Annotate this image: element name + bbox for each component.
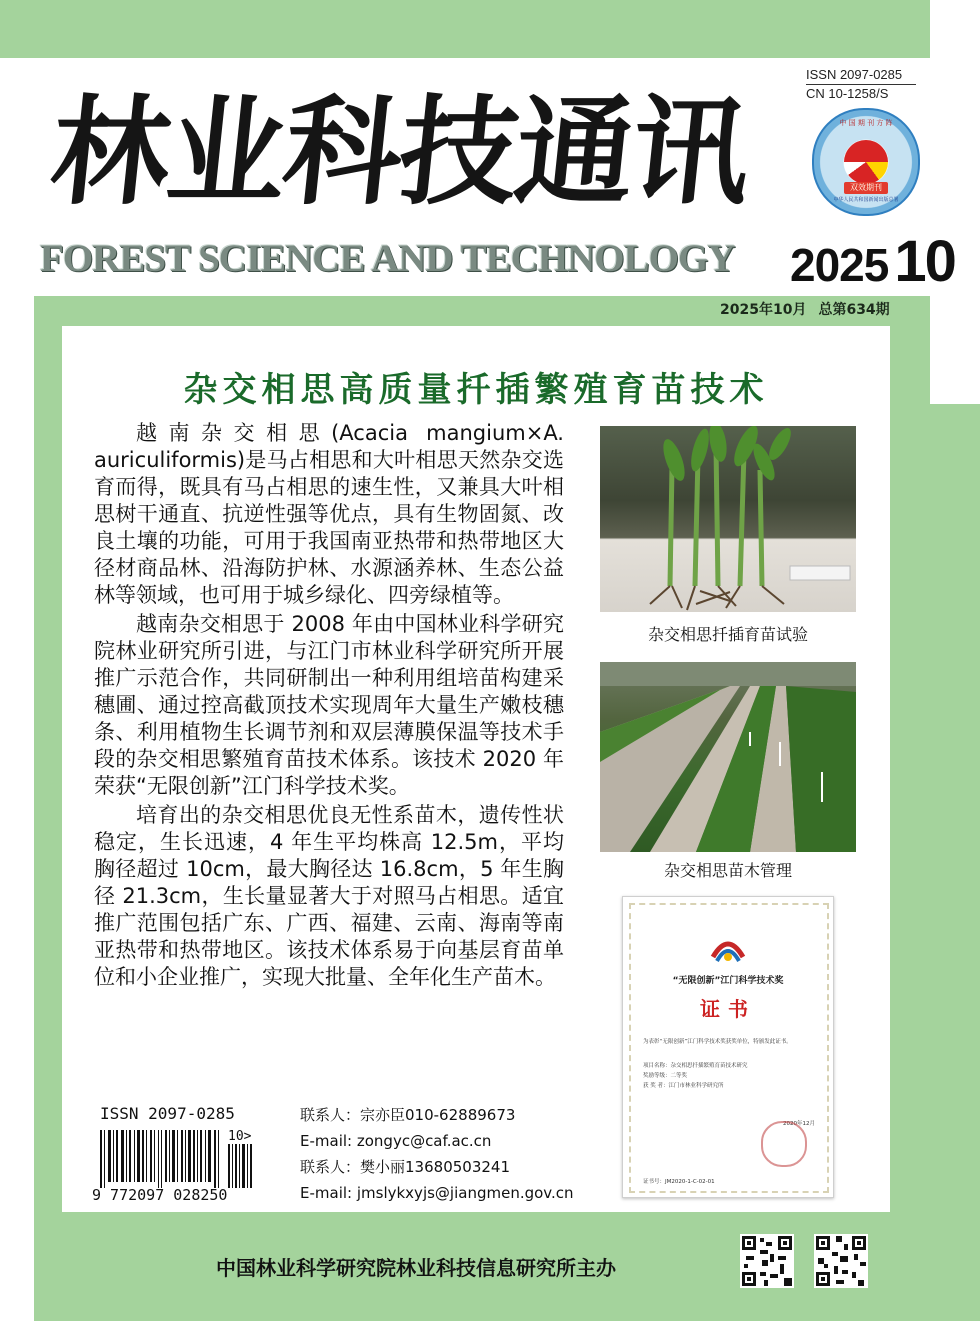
certificate-stamp-icon xyxy=(761,1121,807,1167)
paragraph-1: 越南杂交相思(Acacia mangium×A. auriculiformis)是马占相思和大叶相思天然杂交选育而得，既具有马占相思的速生性，又兼具大叶相思树干通直、抗逆性强等优点，具有生物固氮、改良土壤的功能，可用于我国南亚热带和热带地区大径材商品林、沿海防护林、水源涵养林、生态公益林等领域，也可用于城乡绿化、四旁绿植等。 xyxy=(94,421,564,607)
contact-row xyxy=(300,1128,574,1154)
top-right-strip xyxy=(930,0,980,58)
journal-title-en: FOREST SCIENCE AND TECHNOLOGY xyxy=(40,237,735,280)
issue-year: 2025 xyxy=(790,239,889,291)
certificate-body xyxy=(643,1037,823,1129)
year-issue xyxy=(790,228,955,295)
contact-row xyxy=(300,1102,574,1128)
issue-number: 10 xyxy=(894,229,955,294)
journal-emblem-icon xyxy=(812,108,920,216)
top-green-bar xyxy=(0,0,930,58)
date-line xyxy=(720,299,890,319)
total-issue: 总第634期 xyxy=(818,302,890,318)
contact-row xyxy=(300,1154,574,1180)
article-title: 杂交相思高质量扦插繁殖育苗技术 xyxy=(183,370,769,410)
certificate-date: 2020年12月 xyxy=(783,1121,815,1127)
barcode-block xyxy=(92,1104,288,1204)
contact-label: 联系人： xyxy=(300,1158,361,1176)
contact-email[interactable]: zongyc@caf.ac.cn xyxy=(356,1132,492,1150)
qr-code-icon[interactable] xyxy=(814,1234,868,1288)
contact-value: 樊小丽13680503241 xyxy=(360,1158,510,1176)
journal-title-cn: 林业科技通讯 xyxy=(44,82,756,221)
qr-code-icon[interactable] xyxy=(740,1234,794,1288)
certificate-line-3: 奖励等级：二等奖 xyxy=(643,1073,688,1079)
award-certificate xyxy=(622,896,834,1198)
certificate-title: 证书 xyxy=(700,997,756,1021)
cutting-seedlings-photo xyxy=(600,426,856,612)
emblem-badge: 双效期刊 xyxy=(844,182,888,194)
green-frame-right xyxy=(930,404,980,1321)
contact-label: 联系人： xyxy=(300,1106,361,1124)
issue-date: 2025年10月 xyxy=(720,302,807,318)
certificate-line-4: 获 奖 者：江门市林业科学研究所 xyxy=(643,1083,724,1089)
contact-email[interactable]: jmslykxyjs@jiangmen.gov.cn xyxy=(356,1184,574,1202)
nursery-beds-photo xyxy=(600,662,856,852)
photo2-caption: 杂交相思苗木管理 xyxy=(663,861,792,880)
emblem-bottom-text: 中华人民共和国新闻出版总署 xyxy=(833,197,899,203)
publisher-organizer: 中国林业科学研究院林业科技信息研究所主办 xyxy=(216,1256,616,1280)
certificate-award-name: “无限创新”江门科学技术奖 xyxy=(672,976,784,986)
certificate-number: 证书号：JM2020-1-C-02-01 xyxy=(643,1179,715,1185)
certificate-line-1: 为表彰“无限创新”江门科学技术奖获奖单位，特颁发此证书。 xyxy=(643,1039,792,1045)
photo1-caption: 杂交相思扦插育苗试验 xyxy=(647,625,808,644)
article-body xyxy=(94,420,564,993)
barcode-addon: 10> xyxy=(228,1129,252,1144)
barcode-digits: 9 772097 028250 xyxy=(92,1186,228,1204)
cn-number: CN 10-1258/S xyxy=(806,86,889,101)
paragraph-3: 培育出的杂交相思优良无性系苗木，遗传性状稳定，生长迅速，4 年生平均株高 12.5m，平均胸径超过 10cm，最大胸径达 16.8cm，5 年生胸径 21.3cm，生长量显著大于对照马占相思。适宜推广范围包括广东、广西、福建、云南、海南等南亚热带和热带地区。该技术体系易于向基层育苗单位和小企业推广，实现大批量、全年化生产苗木。 xyxy=(94,803,564,989)
contact-label: E-mail: xyxy=(300,1184,357,1202)
certificate-line-2: 项目名称：杂交相思扦插繁殖育苗技术研究 xyxy=(643,1063,748,1069)
emblem-swirl-icon xyxy=(844,140,888,184)
contact-row xyxy=(300,1180,574,1206)
paragraph-2: 越南杂交相思于 2008 年由中国林业科学研究院林业研究所引进，与江门市林业科学研究所开展推广示范合作，共同研制出一种利用组培苗构建采穗圃、通过控高截顶技术实现周年大量生产嫩枝穗条、利用植物生长调节剂和双层薄膜保温等技术手段的杂交相思繁殖育苗技术体系。该技术 2020 年荣获“无限创新”江门科学技术奖。 xyxy=(94,612,564,798)
contact-label: E-mail: xyxy=(300,1132,357,1150)
barcode-issn: ISSN 2097-0285 xyxy=(100,1104,235,1123)
content-panel xyxy=(62,326,890,1212)
issn-block xyxy=(806,66,916,102)
contact-value: 宗亦臣010-62889673 xyxy=(360,1106,516,1124)
issn-top: ISSN 2097-0285 xyxy=(806,66,916,85)
contacts-block xyxy=(300,1102,574,1206)
emblem-ring-text: 中 国 期 刊 方 阵 xyxy=(839,119,893,127)
award-logo-icon xyxy=(709,937,747,967)
